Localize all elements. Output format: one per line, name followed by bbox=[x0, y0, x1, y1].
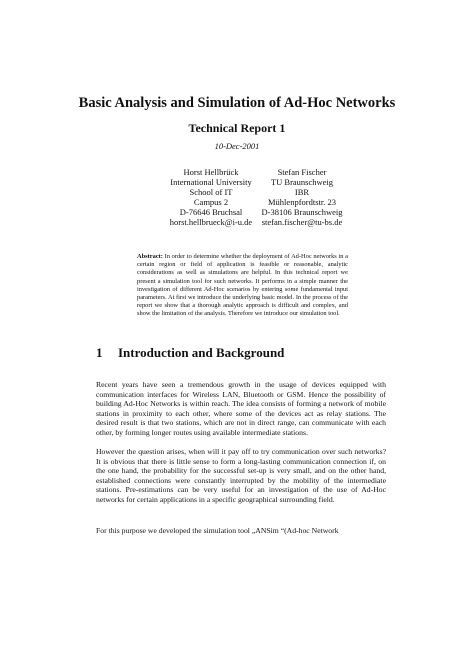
abstract-text: In order to determine whether the deployment of Ad-Hoc networks in a certain region or field of application is feasible or reasonable, analytic considerations as well as simulations are helpful. In this technical report we present a simulation tool for such networks. It performs in a simple manner the investigation of different Ad-Hoc scenarios by entering some fundamental input parameters. At first we introduce the underlying basic model. In the process of the report we show that a thorough analytic approach is difficult and complex, and show the limitation of the analysis. Therefore we introduce our simulation tool. bbox=[137, 253, 348, 318]
author-street: Campus 2 bbox=[193, 197, 229, 208]
abstract bbox=[137, 253, 348, 319]
paragraph: Recent years have seen a tremendous growth in the usage of devices equipped with communication interfaces for Wireless LAN, Bluetooth or GSM. Hence the possibility of building Ad-Hoc Networks is within reach. The idea consists of forming a network of mobile stations in proximity to each other, where some of the devices act as relay stations. The desired result is that two stations, which are not in direct range, can communicate with each other, by forming longer routes using available intermediate stations. bbox=[96, 380, 386, 437]
report-date: 10-Dec-2001 bbox=[214, 141, 260, 151]
paragraph: However the question arises, when will it pay off to try communication over such networks? It is obvious that there is little sense to form a long-lasting communication connection if, on the one hand, the probability for the successful set-up is very small, and on the other hand, established connections were constantly interrupted by the mobility of the intermediate stations. Pre-estimations can be very useful for an investigation of the use of Ad-Hoc networks for certain applications in a specific geographical surrounding field. bbox=[96, 447, 386, 504]
report-subtitle: Technical Report 1 bbox=[188, 121, 286, 135]
abstract-label: Abstract: bbox=[137, 253, 163, 260]
author-block-2 bbox=[238, 167, 366, 228]
author-email: horst.hellbrueck@i-u.de bbox=[169, 217, 253, 228]
author-name: Stefan Fischer bbox=[277, 167, 327, 177]
author-department: School of IT bbox=[189, 187, 233, 198]
section-heading bbox=[96, 345, 284, 361]
author-email: stefan.fischer@tu-bs.de bbox=[261, 217, 343, 228]
author-name: Horst Hellbrück bbox=[183, 167, 239, 177]
author-affiliation: TU Braunschweig bbox=[270, 177, 334, 188]
author-city: D-76646 Bruchsal bbox=[179, 207, 243, 218]
section-title: Introduction and Background bbox=[118, 345, 285, 360]
paper-title: Basic Analysis and Simulation of Ad-Hoc Networks bbox=[78, 95, 396, 111]
paragraph: For this purpose we developed the simulation tool „ANSim “(Ad-hoc Network bbox=[96, 526, 339, 535]
author-street: Mühlenpfordtstr. 23 bbox=[268, 197, 336, 208]
author-department: IBR bbox=[294, 187, 310, 198]
author-city: D-38106 Braunschweig bbox=[261, 207, 343, 218]
section-number: 1 bbox=[96, 345, 103, 360]
author-affiliation: International University bbox=[170, 177, 252, 188]
